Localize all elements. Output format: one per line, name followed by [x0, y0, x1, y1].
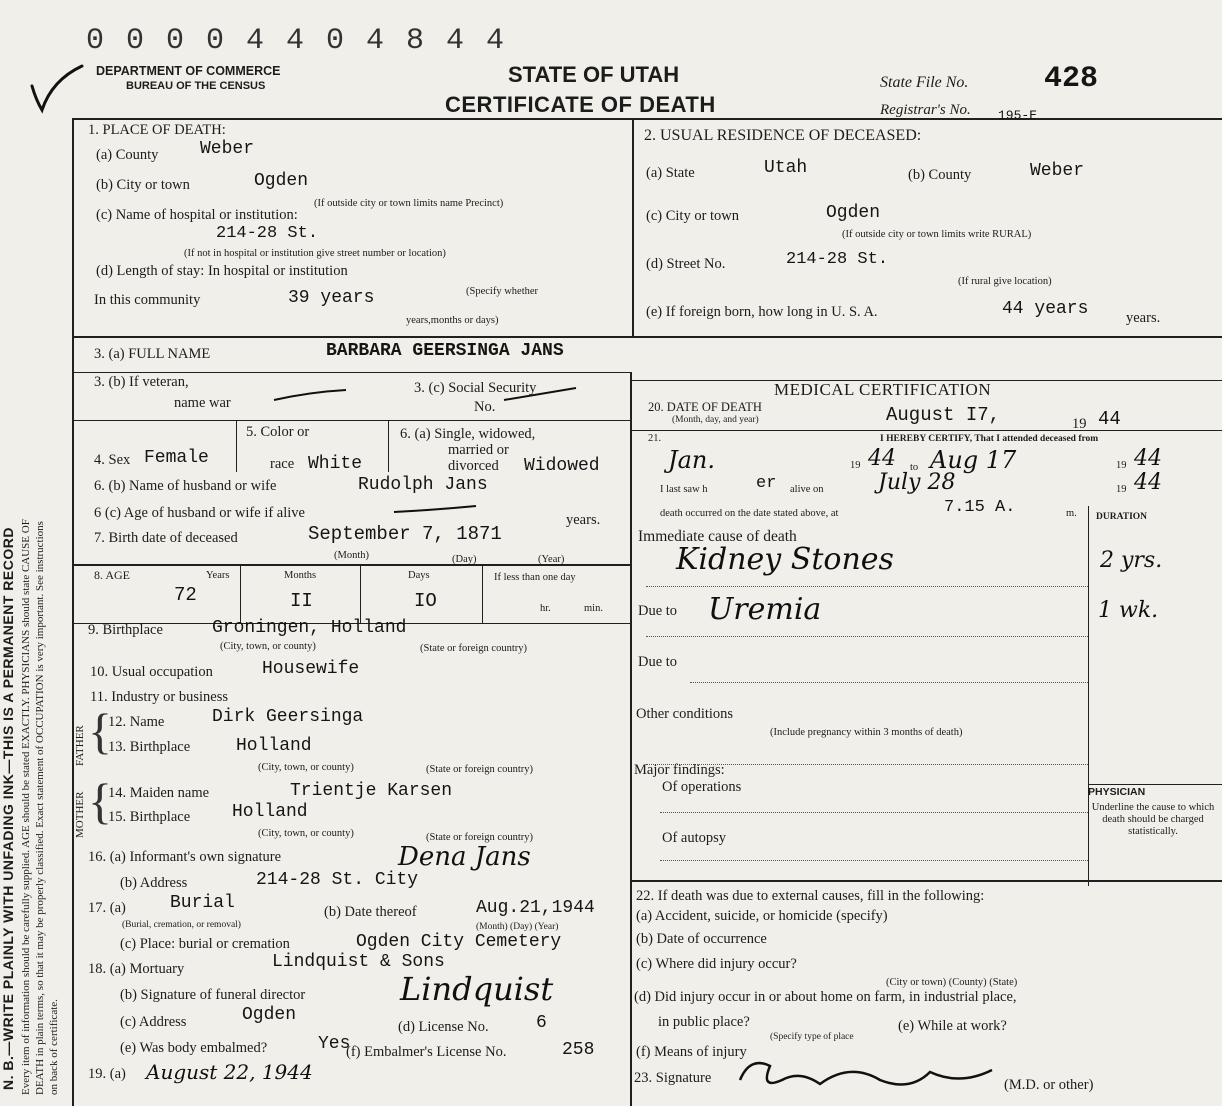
burial-place-value: Ogden City Cemetery [356, 932, 562, 952]
residence-city-label: (c) City or town [646, 208, 740, 224]
certificate-title: CERTIFICATE OF DEATH [445, 92, 716, 117]
external-heading: 22. If death was due to external causes, fill in the following: [636, 888, 985, 904]
father-state-note: (State or foreign country) [426, 764, 534, 775]
father-city-note: (City, town, or county) [258, 762, 354, 773]
burial-date-note: (Month) (Day) (Year) [476, 922, 559, 932]
margin-banner: N. B.—WRITE PLAINLY WITH UNFADING INK—THIS IS A PERMANENT RECORD [0, 527, 16, 1090]
race-value: White [308, 454, 363, 474]
residence-state-label: (a) State [646, 165, 695, 181]
alive-on-label: alive on [790, 484, 824, 495]
death-date-sub: (Month, day, and year) [672, 415, 759, 425]
age-years-value: 72 [174, 584, 197, 606]
mother-name-value: Trientje Karsen [290, 781, 453, 801]
department-name: DEPARTMENT OF COMMERCE [96, 64, 281, 78]
foreign-born-label: (e) If foreign born, how long in U. S. A. [646, 304, 878, 320]
other-conditions-note: (Include pregnancy within 3 months of death) [770, 727, 963, 738]
other-conditions-label: Other conditions [636, 706, 734, 722]
death-city-label: (b) City or town [96, 177, 190, 193]
birth-month-note: (Month) [334, 550, 369, 561]
funeral-director-signature: Lindquist [400, 970, 554, 1008]
external-c-label: (c) Where did injury occur? [636, 956, 797, 972]
mortuary-address-label: (c) Address [120, 1014, 187, 1030]
community-value: 39 years [288, 288, 375, 308]
death-date-year: 44 [1098, 408, 1121, 430]
specify-note-1: (Specify whether [466, 286, 539, 297]
last-year-prefix: 19 [1116, 484, 1127, 495]
burial-date-label: (b) Date thereof [324, 904, 417, 920]
burial-label: 17. (a) [88, 900, 126, 916]
from-year-prefix: 19 [850, 460, 861, 471]
margin-note-2: DEATH in plain terms, so that it may be properly classified. Exact statement of OCCUPATION is very important. See instructions [34, 521, 46, 1095]
duration-label: DURATION [1096, 512, 1148, 522]
embalmer-license-label: (f) Embalmer's License No. [346, 1044, 507, 1060]
father-birthplace-label: 13. Birthplace [108, 739, 191, 755]
bureau-name: BUREAU OF THE CENSUS [126, 80, 266, 92]
from-year: 44 [868, 446, 896, 471]
mortuary-address-value: Ogden [242, 1005, 297, 1025]
mother-name-label: 14. Maiden name [108, 785, 210, 801]
residence-street-label: (d) Street No. [646, 256, 726, 272]
external-f-label: (f) Means of injury [636, 1044, 747, 1060]
age-days-label: Days [408, 570, 430, 581]
attended-to: Aug 17 [930, 446, 1017, 474]
check-mark [28, 62, 88, 122]
death-date-label: 20. DATE OF DEATH [648, 400, 762, 414]
mortuary-value: Lindquist & Sons [272, 952, 445, 972]
state-file-label: State File No. [880, 74, 969, 91]
last-saw-date: July 28 [878, 470, 956, 495]
spouse-age-years: years. [566, 512, 601, 528]
serial-number: 0 0 0 0 4 4 0 4 8 4 4 [86, 24, 507, 58]
death-institution-label: (c) Name of hospital or institution: [96, 207, 298, 223]
age-days-value: IO [414, 590, 437, 612]
foreign-years-suffix: years. [1126, 310, 1161, 326]
physician-box-text: Underline the cause to which death should be charged statistically. [1091, 802, 1215, 837]
birth-date-label: 7. Birth date of deceased [94, 530, 238, 546]
due-to-1-value: Uremia [708, 592, 822, 627]
filed-label: 19. (a) [88, 1066, 126, 1082]
death-institution-note: (If not in hospital or institution give street number or location) [184, 248, 446, 259]
funeral-director-label: (b) Signature of funeral director [120, 987, 306, 1003]
last-saw-her: er [756, 474, 777, 493]
death-date-value: August I7, [886, 404, 1001, 426]
spouse-value: Rudolph Jans [358, 475, 488, 495]
license-value: 6 [536, 1013, 547, 1033]
place-of-death-heading: 1. PLACE OF DEATH: [88, 122, 226, 138]
residence-state-value: Utah [764, 158, 808, 178]
certify-text: I HEREBY CERTIFY, That I attended deceased from [880, 434, 1099, 444]
birth-date-value: September 7, 1871 [308, 523, 502, 545]
signature-suffix: (M.D. or other) [1004, 1077, 1094, 1093]
residence-heading: 2. USUAL RESIDENCE OF DECEASED: [644, 127, 922, 144]
burial-value: Burial [170, 893, 235, 913]
to-label: to [910, 462, 919, 473]
age-less-label: If less than one day [494, 572, 576, 583]
to-year-prefix: 19 [1116, 460, 1127, 471]
mortuary-label: 18. (a) Mortuary [88, 961, 185, 977]
residence-street-note: (If rural give location) [958, 276, 1052, 287]
death-county-label: (a) County [96, 147, 159, 163]
marital-label-1: 6. (a) Single, widowed, [400, 426, 536, 442]
marital-value: Widowed [524, 456, 600, 476]
external-a-label: (a) Accident, suicide, or homicide (specify) [636, 908, 888, 924]
sex-value: Female [144, 448, 209, 468]
to-year: 44 [1134, 446, 1162, 471]
registrar-label: Registrar's No. [880, 102, 971, 118]
immediate-cause-label: Immediate cause of death [638, 528, 797, 545]
embalmed-value: Yes [318, 1034, 351, 1054]
filed-date: August 22, 1944 [146, 1060, 313, 1084]
mother-birthplace-value: Holland [232, 802, 308, 822]
embalmed-label: (e) Was body embalmed? [120, 1040, 268, 1056]
foreign-born-value: 44 years [1002, 299, 1089, 319]
physician-signature [730, 1050, 1000, 1100]
immediate-duration: 2 yrs. [1100, 548, 1163, 573]
occupation-label: 10. Usual occupation [90, 664, 213, 680]
age-years-label: Years [206, 570, 230, 581]
license-label: (d) License No. [398, 1019, 489, 1035]
mother-brace: { [88, 773, 112, 829]
birthplace-city-note: (City, town, or county) [220, 641, 316, 652]
death-city-value: Ogden [254, 171, 309, 191]
father-name-label: 12. Name [108, 714, 165, 730]
operations-label: Of operations [662, 779, 742, 795]
signature-label: 23. Signature [634, 1070, 712, 1086]
race-label: race [270, 456, 295, 472]
residence-city-value: Ogden [826, 203, 881, 223]
color-label: 5. Color or [246, 424, 310, 440]
registrar-number: 195-E [998, 108, 1038, 123]
medical-heading: MEDICAL CERTIFICATION [774, 380, 992, 399]
birth-year-note: (Year) [538, 554, 565, 565]
informant-signature-label: 16. (a) Informant's own signature [88, 849, 282, 865]
age-label: 8. AGE [94, 568, 130, 582]
sex-label: 4. Sex [94, 452, 131, 468]
father-tag: FATHER [74, 725, 86, 766]
residence-street-value: 214-28 St. [786, 250, 889, 269]
age-months-value: II [290, 590, 313, 612]
state-title: STATE OF UTAH [508, 62, 680, 87]
due-to-1-label: Due to [638, 603, 678, 619]
last-saw-label: I last saw h [660, 484, 708, 495]
spouse-age-label: 6 (c) Age of husband or wife if alive [94, 505, 305, 521]
embalmer-license-value: 258 [562, 1040, 595, 1060]
war-label: name war [174, 395, 231, 411]
burial-place-label: (c) Place: burial or cremation [120, 936, 290, 952]
external-c-note: (City or town) (County) (State) [886, 977, 1018, 988]
item-21-label: 21. [648, 433, 662, 444]
industry-label: 11. Industry or business [90, 689, 229, 705]
veteran-label: 3. (b) If veteran, [94, 374, 189, 390]
external-e-label: (e) While at work? [898, 1018, 1007, 1034]
birthplace-label: 9. Birthplace [88, 622, 163, 638]
age-months-label: Months [284, 570, 317, 581]
immediate-cause-value: Kidney Stones [676, 542, 894, 577]
marital-label-2: married or [448, 442, 509, 458]
mother-state-note: (State or foreign country) [426, 832, 534, 843]
death-time: 7.15 A. [944, 498, 1016, 517]
informant-address-value: 214-28 St. City [256, 870, 419, 890]
social-security-no-label: No. [474, 399, 496, 415]
mother-tag: MOTHER [74, 791, 86, 838]
death-occurred-label: death occurred on the date stated above, at [660, 508, 839, 519]
death-date-year-prefix: 19 [1072, 416, 1087, 432]
state-file-number: 428 [1044, 62, 1099, 96]
spouse-label: 6. (b) Name of husband or wife [94, 478, 277, 494]
death-county-value: Weber [200, 139, 255, 159]
full-name-value: BARBARA GEERSINGA JANS [326, 341, 564, 361]
time-m-label: m. [1066, 508, 1077, 519]
occupation-value: Housewife [262, 659, 360, 679]
father-name-value: Dirk Geersinga [212, 707, 364, 727]
residence-city-note: (If outside city or town limits write RURAL) [842, 229, 1032, 240]
birthplace-state-note: (State or foreign country) [420, 643, 528, 654]
death-city-note: (If outside city or town limits name Precinct) [314, 198, 504, 209]
social-security-label: 3. (c) Social Security [414, 380, 537, 396]
marital-label-3: divorced [448, 458, 499, 474]
birth-day-note: (Day) [452, 554, 477, 565]
physician-box-title: PHYSICIAN [1088, 786, 1146, 798]
mother-city-note: (City, town, or county) [258, 828, 354, 839]
margin-note-1: Every item of information should be carefully supplied. AGE should be stated EXACTLY. PHYSICIANS should state CAUSE OF [20, 519, 32, 1095]
external-d-label-2: in public place? [658, 1014, 750, 1030]
last-year: 44 [1134, 470, 1162, 495]
informant-signature: Dena Jans [398, 842, 531, 872]
social-security-dash [500, 386, 580, 406]
burial-note: (Burial, cremation, or removal) [122, 920, 241, 930]
attended-from: Jan. [668, 446, 716, 474]
birthplace-value: Groningen, Holland [212, 618, 407, 638]
father-brace: { [88, 703, 112, 759]
community-label: In this community [94, 292, 201, 308]
external-b-label: (b) Date of occurrence [636, 931, 767, 947]
death-institution-value: 214-28 St. [216, 224, 319, 243]
age-min-label: min. [584, 603, 603, 614]
length-of-stay-label: (d) Length of stay: In hospital or institution [96, 263, 348, 279]
margin-note-3: on back of certificate. [48, 999, 60, 1095]
residence-county-value: Weber [1030, 161, 1085, 181]
external-d-label: (d) Did injury occur in or about home on farm, in industrial place, [634, 989, 1017, 1005]
full-name-label: 3. (a) FULL NAME [94, 346, 211, 362]
burial-date-value: Aug.21,1944 [476, 898, 595, 918]
mother-birthplace-label: 15. Birthplace [108, 809, 191, 825]
age-hr-label: hr. [540, 603, 551, 614]
residence-county-label: (b) County [908, 167, 972, 183]
due-to-1-duration: 1 wk. [1098, 598, 1159, 623]
veteran-dash [270, 386, 350, 406]
due-to-2-label: Due to [638, 654, 678, 670]
autopsy-label: Of autopsy [662, 830, 727, 846]
external-d-note: (Specify type of place [770, 1032, 854, 1042]
specify-note-2: years,months or days) [406, 315, 499, 326]
major-findings-label: Major findings: [634, 762, 725, 778]
informant-address-label: (b) Address [120, 875, 188, 891]
spouse-age-dash [390, 502, 480, 516]
father-birthplace-value: Holland [236, 736, 312, 756]
